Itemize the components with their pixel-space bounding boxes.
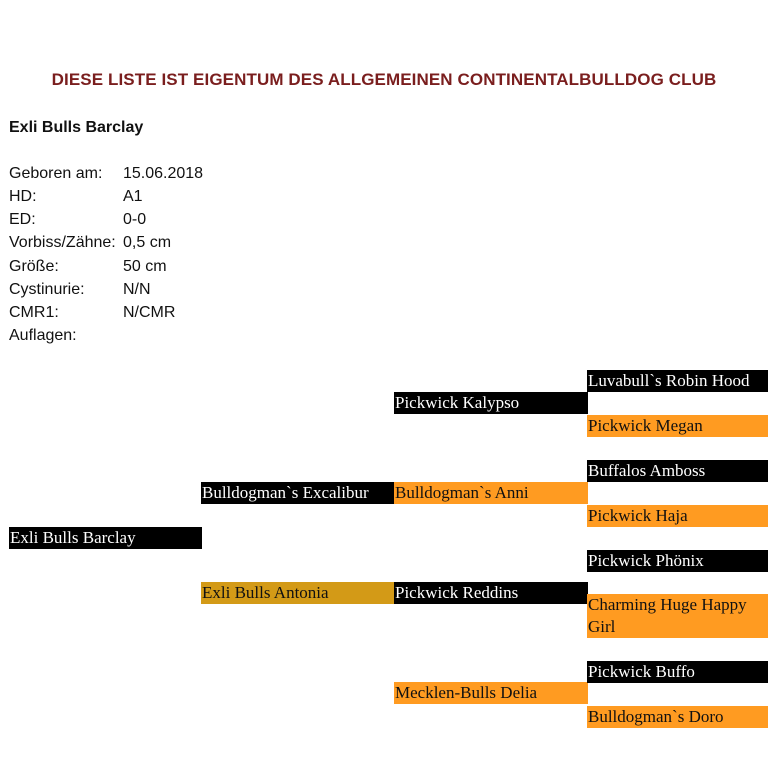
- pedigree-ggp-3: Buffalos Amboss: [587, 460, 768, 482]
- pedigree-ggp-1: Luvabull`s Robin Hood: [587, 370, 768, 392]
- page-header: DIESE LISTE IST EIGENTUM DES ALLGEMEINEN CONTINENTALBULLDOG CLUB: [51, 70, 717, 89]
- pedigree-ggp-7: Pickwick Buffo: [587, 661, 768, 683]
- info-value: N/CMR: [123, 304, 176, 321]
- info-label: Geboren am:: [9, 165, 103, 182]
- info-value: A1: [123, 188, 143, 205]
- pedigree-ggp-2: Pickwick Megan: [587, 415, 768, 437]
- pedigree-ggp-4: Pickwick Haja: [587, 505, 768, 527]
- pedigree-ggp-8: Bulldogman`s Doro: [587, 706, 768, 728]
- pedigree-ggp-6: Charming Huge Happy Girl: [587, 594, 768, 638]
- info-value: 0,5 cm: [123, 234, 172, 251]
- pedigree-sire-dam: Bulldogman`s Anni: [394, 482, 588, 504]
- pedigree-dam-sire: Pickwick Reddins: [394, 582, 588, 604]
- info-label: HD:: [9, 188, 37, 205]
- info-label: Cystinurie:: [9, 281, 85, 298]
- info-value: 15.06.2018: [123, 165, 204, 182]
- dog-name-heading: Exli Bulls Barclay: [9, 119, 144, 136]
- pedigree-dam: Exli Bulls Antonia: [201, 582, 395, 604]
- info-label: Größe:: [9, 258, 59, 275]
- info-label: Vorbiss/Zähne:: [9, 234, 116, 251]
- pedigree-subject: Exli Bulls Barclay: [9, 527, 202, 549]
- info-value: 0-0: [123, 211, 147, 228]
- pedigree-sire: Bulldogman`s Excalibur: [201, 482, 395, 504]
- info-value: N/N: [123, 281, 151, 298]
- info-label: Auflagen:: [9, 327, 77, 344]
- info-label: ED:: [9, 211, 36, 228]
- info-label: CMR1:: [9, 304, 59, 321]
- pedigree-dam-dam: Mecklen-Bulls Delia: [394, 682, 588, 704]
- pedigree-ggp-5: Pickwick Phönix: [587, 550, 768, 572]
- info-value: 50 cm: [123, 258, 167, 275]
- pedigree-sire-sire: Pickwick Kalypso: [394, 392, 588, 414]
